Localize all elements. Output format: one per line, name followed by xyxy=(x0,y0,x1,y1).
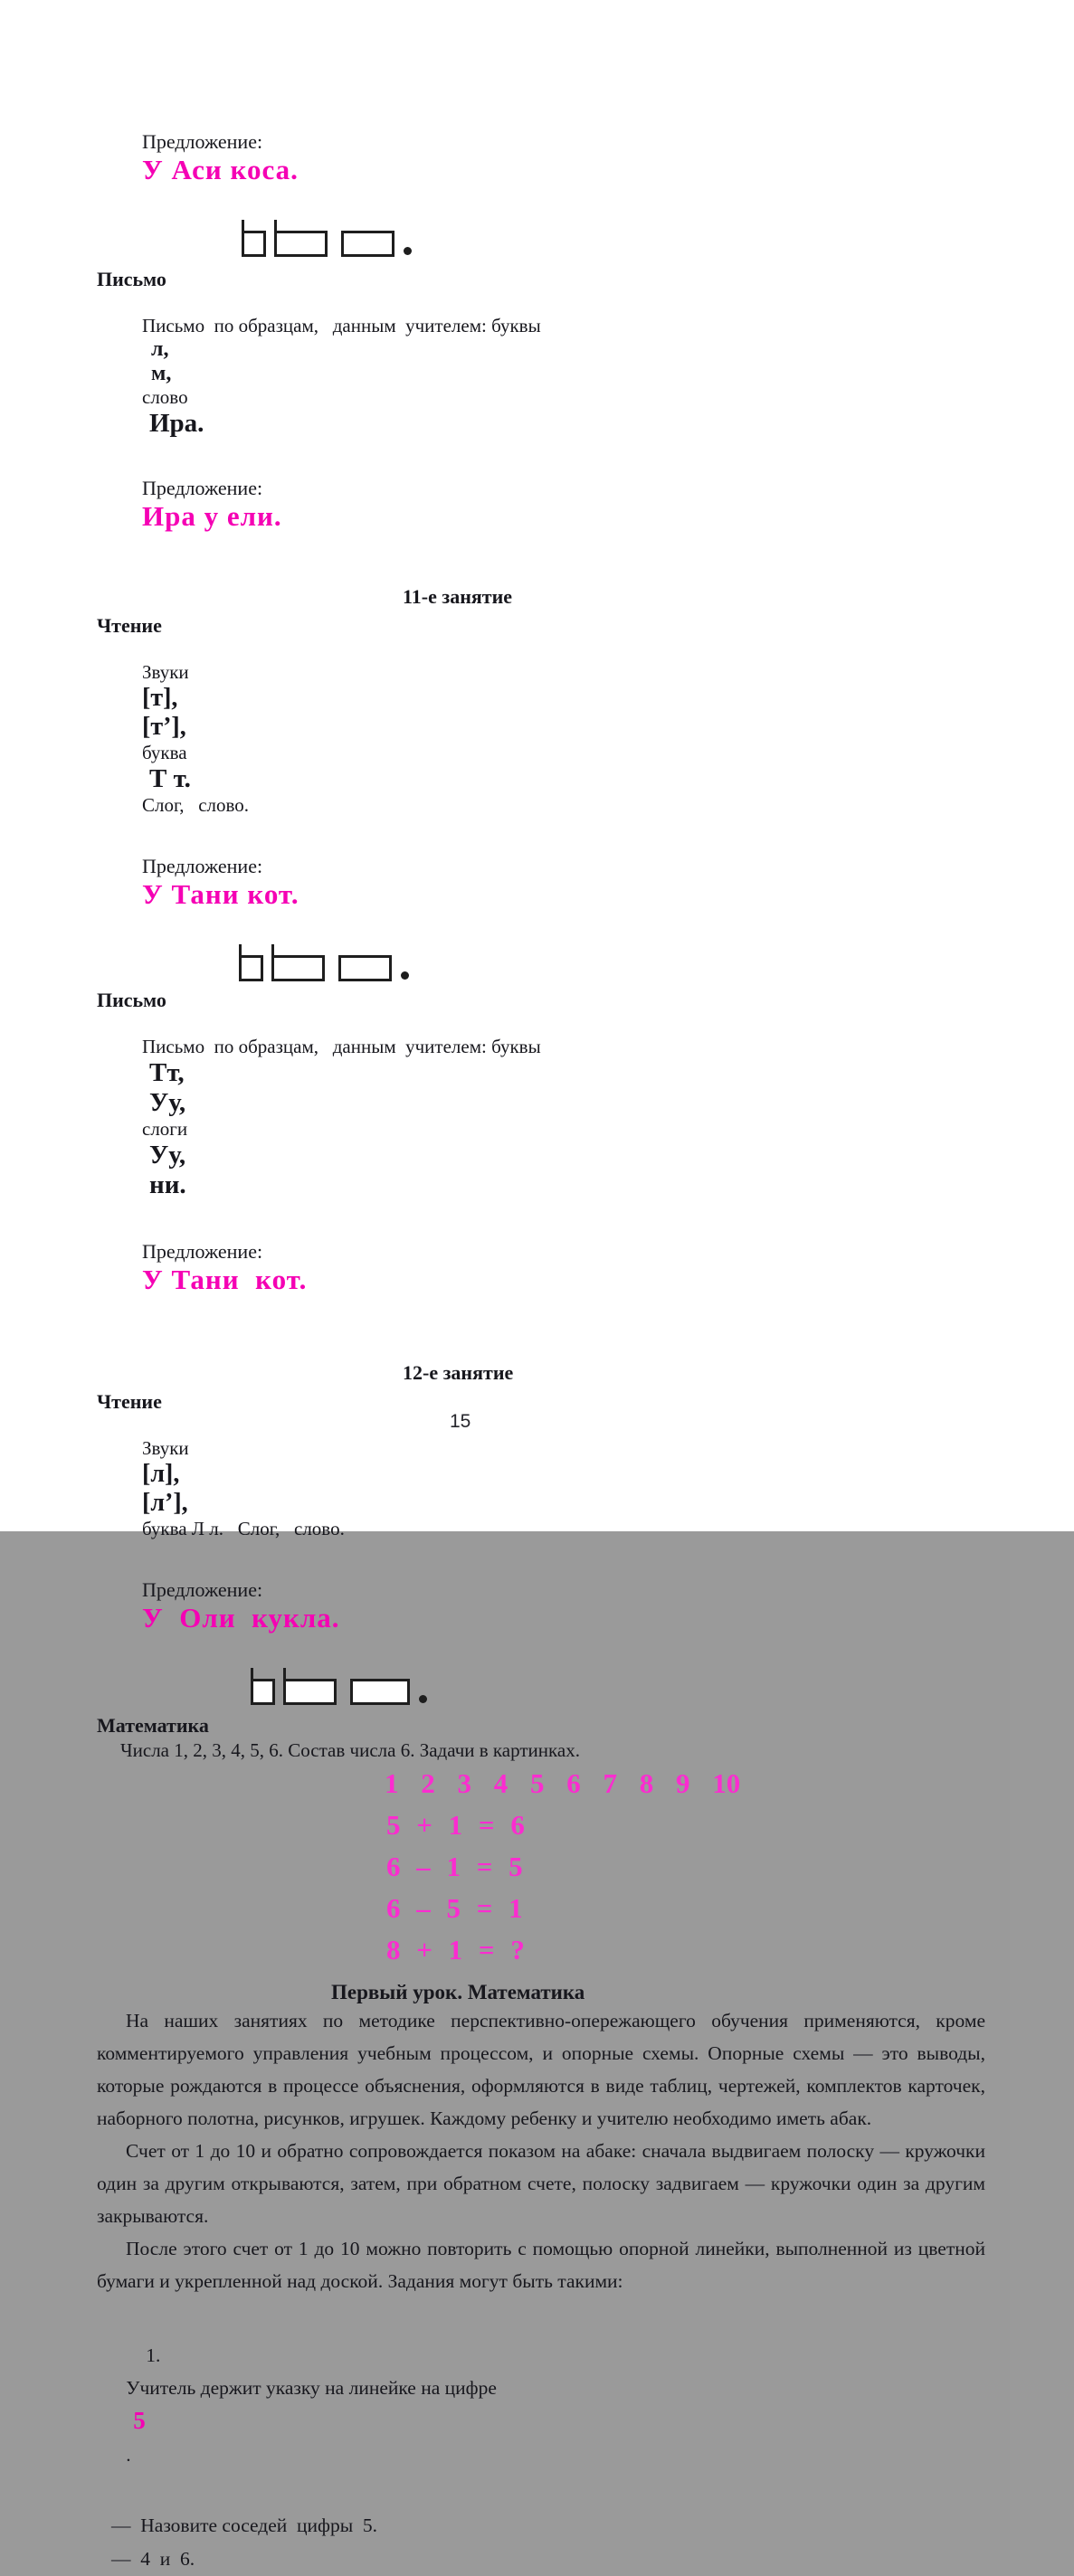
paragraph: Счет от 1 до 10 и обратно сопровождается показом на абаке: сначала выдвигаем полоску — кружочки один за другим открываются, затем, при обратном счете, полоску задвигаем — кружочки один за другим закрываются. xyxy=(97,2140,985,2227)
sentence-label: Предложение: xyxy=(142,130,263,153)
sentence-line xyxy=(120,838,988,927)
sound-sample: [л], xyxy=(142,1460,180,1488)
zvuki-label: Звуки xyxy=(142,1437,189,1459)
page-number: 15 xyxy=(450,1411,471,1432)
sentence-label: Предложение: xyxy=(142,1578,263,1601)
chtenie-heading: Чтение xyxy=(97,1390,162,1413)
first-lesson-title: Первый урок. Математика xyxy=(331,1981,585,2003)
scheme-short-word-box xyxy=(251,1679,275,1705)
list-item-period: . xyxy=(126,2444,131,2466)
sentence-line xyxy=(120,1562,988,1651)
pismo-intro: Письмо по образцам, данным учителем: буквы xyxy=(142,1036,541,1057)
lesson-11-title: 11-е занятие xyxy=(403,585,513,608)
sentence-text: У Тани кот. xyxy=(142,1264,308,1295)
scheme-short-word-box xyxy=(239,955,263,981)
sentence-scheme xyxy=(251,1663,988,1705)
sentence-text: Ира у ели. xyxy=(142,500,282,532)
syllable-sample: Уу, xyxy=(149,1141,186,1170)
scheme-period-dot xyxy=(419,1695,427,1703)
scheme-period-dot xyxy=(401,971,409,980)
sentence-line xyxy=(120,1224,988,1312)
sentence-scheme xyxy=(239,940,988,981)
zvuki-label: Звуки xyxy=(142,661,189,683)
sentence-label: Предложение: xyxy=(142,1240,263,1263)
page-content xyxy=(97,114,988,2576)
sentence-line xyxy=(120,460,988,549)
slogi-label: слоги xyxy=(142,1118,188,1140)
sentence-label: Предложение: xyxy=(142,855,263,877)
slog-text: Слог, слово. xyxy=(142,794,250,816)
pismo-heading: Письмо xyxy=(97,989,166,1011)
pismo-intro: Письмо по образцам, данным учителем: буквы xyxy=(142,315,541,336)
scheme-word-box-plain xyxy=(338,955,392,981)
equation: 6 – 5 = 1 xyxy=(386,1892,524,1924)
equation: 6 – 1 = 5 xyxy=(386,1851,524,1882)
pismo-line xyxy=(120,1019,988,1217)
scheme-short-word-box xyxy=(242,231,266,257)
sentence-scheme xyxy=(242,215,988,257)
lesson-12-title: 12-е занятие xyxy=(403,1361,514,1384)
list-item xyxy=(97,2306,988,2504)
syllable-sample: ни. xyxy=(149,1170,186,1199)
zvuki-line xyxy=(120,1421,988,1557)
letter-sample: л, xyxy=(151,337,169,361)
chtenie-heading: Чтение xyxy=(97,614,162,637)
highlighted-digit: 5 xyxy=(133,2407,146,2434)
letter-pair: Т т. xyxy=(149,764,191,793)
sound-sample: [т’], xyxy=(142,713,186,741)
scheme-word-box xyxy=(274,231,328,257)
scheme-word-box-plain xyxy=(350,1679,410,1705)
bukva-label: буква xyxy=(142,742,187,763)
equation: 5 + 1 = 6 xyxy=(386,1809,526,1841)
dash-line: — 4 и 6. xyxy=(111,2548,195,2570)
list-item-number: 1. xyxy=(146,2344,161,2366)
number-row: 1 2 3 4 5 6 7 8 9 10 xyxy=(385,1767,741,1799)
word-sample: Ира. xyxy=(149,409,204,438)
sound-sample: [т], xyxy=(142,684,178,712)
paragraph: На наших занятиях по методике перспективно-опережающего обучения применяются, кроме комментируемого управления учебным процессом, и опорные схемы. Опорные схемы — это выводы, которые рождаются в процессе объяснения, оформляются в виде таблиц, чертежей, комплектов карточек, наборного полотна, рисунков, игрушек. Каждому ребенку и учителю необходимо иметь абак. xyxy=(97,2010,985,2129)
sentence-text: У Оли кукла. xyxy=(142,1602,340,1634)
list-item-text: Учитель держит указку на линейке на цифре xyxy=(126,2377,497,2399)
matematika-heading: Математика xyxy=(97,1714,209,1737)
scheme-word-box xyxy=(271,955,325,981)
sentence-line xyxy=(120,114,988,203)
zvuki-line xyxy=(120,645,988,833)
pismo-line xyxy=(120,298,988,455)
sentence-label: Предложение: xyxy=(142,477,263,499)
matematika-line: Числа 1, 2, 3, 4, 5, 6. Состав числа 6. Задачи в картинках. xyxy=(120,1739,580,1761)
paragraph: После этого счет от 1 до 10 можно повторить с помощью опорной линейки, выполненной из цветной бумаги и укрепленной над доской. Задания могут быть такими: xyxy=(97,2238,985,2292)
sentence-text: У Аси коса. xyxy=(142,154,299,185)
bukva-text: буква Л л. Слог, слово. xyxy=(142,1518,345,1539)
equation: 8 + 1 = ? xyxy=(386,1934,526,1965)
scheme-word-box-plain xyxy=(341,231,394,257)
letter-sample: м, xyxy=(151,362,172,385)
dash-line: — Назовите соседей цифры 5. xyxy=(111,2514,378,2536)
slovo-label: слово xyxy=(142,386,188,408)
letter-sample: Уу, xyxy=(149,1088,186,1117)
sentence-text: У Тани кот. xyxy=(142,878,299,910)
scheme-word-box xyxy=(283,1679,337,1705)
sound-sample: [л’], xyxy=(142,1489,188,1517)
letter-sample: Тт, xyxy=(149,1058,185,1087)
scheme-period-dot xyxy=(404,247,412,255)
pismo-heading: Письмо xyxy=(97,268,166,290)
